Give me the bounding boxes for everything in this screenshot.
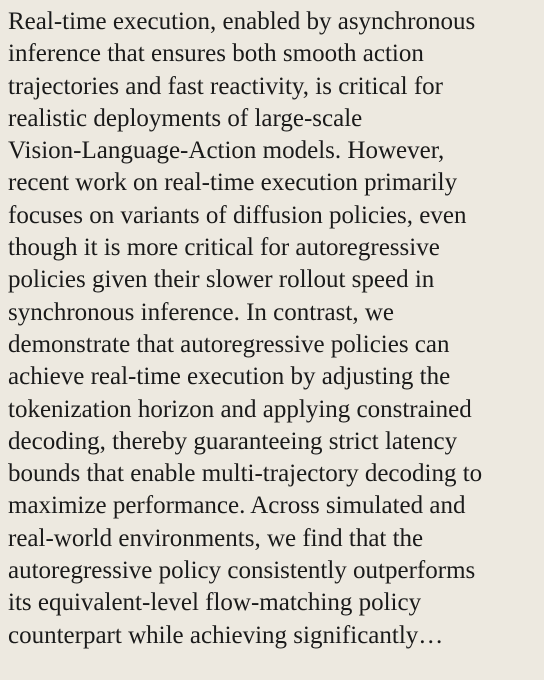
abstract-line: real-world environments, we find that the bbox=[8, 524, 424, 552]
abstract-text bbox=[8, 6, 538, 652]
abstract-line: bounds that enable multi-trajectory decoding to bbox=[8, 460, 483, 488]
abstract-line: its equivalent-level flow-matching policy bbox=[8, 589, 422, 617]
abstract-line: demonstrate that autoregressive policies can bbox=[8, 330, 450, 358]
abstract-line: policies given their slower rollout speed in bbox=[8, 266, 435, 294]
abstract-line: synchronous inference. In contrast, we bbox=[8, 298, 394, 326]
abstract-line: Real-time execution, enabled by asynchronous bbox=[8, 8, 476, 35]
abstract-line: autoregressive policy consistently outperforms bbox=[8, 557, 476, 585]
abstract-line: maximize performance. Across simulated and bbox=[8, 492, 466, 520]
abstract-line: tokenization horizon and applying constrained bbox=[8, 395, 472, 423]
abstract-line: decoding, thereby guaranteeing strict latency bbox=[8, 427, 458, 455]
abstract-line: trajectories and fast reactivity, is critical for bbox=[8, 72, 443, 100]
abstract-line: focuses on variants of diffusion policies, even bbox=[8, 201, 467, 229]
abstract-line: counterpart while achieving significantly… bbox=[8, 621, 444, 649]
abstract-line: inference that ensures both smooth action bbox=[8, 40, 424, 68]
abstract-line: achieve real-time execution by adjusting the bbox=[8, 363, 451, 391]
abstract-line: though it is more critical for autoregressive bbox=[8, 234, 440, 262]
abstract-line: recent work on real-time execution primarily bbox=[8, 169, 458, 197]
abstract-line: Vision-Language-Action models. However, bbox=[8, 137, 445, 165]
abstract-line: realistic deployments of large-scale bbox=[8, 104, 363, 132]
